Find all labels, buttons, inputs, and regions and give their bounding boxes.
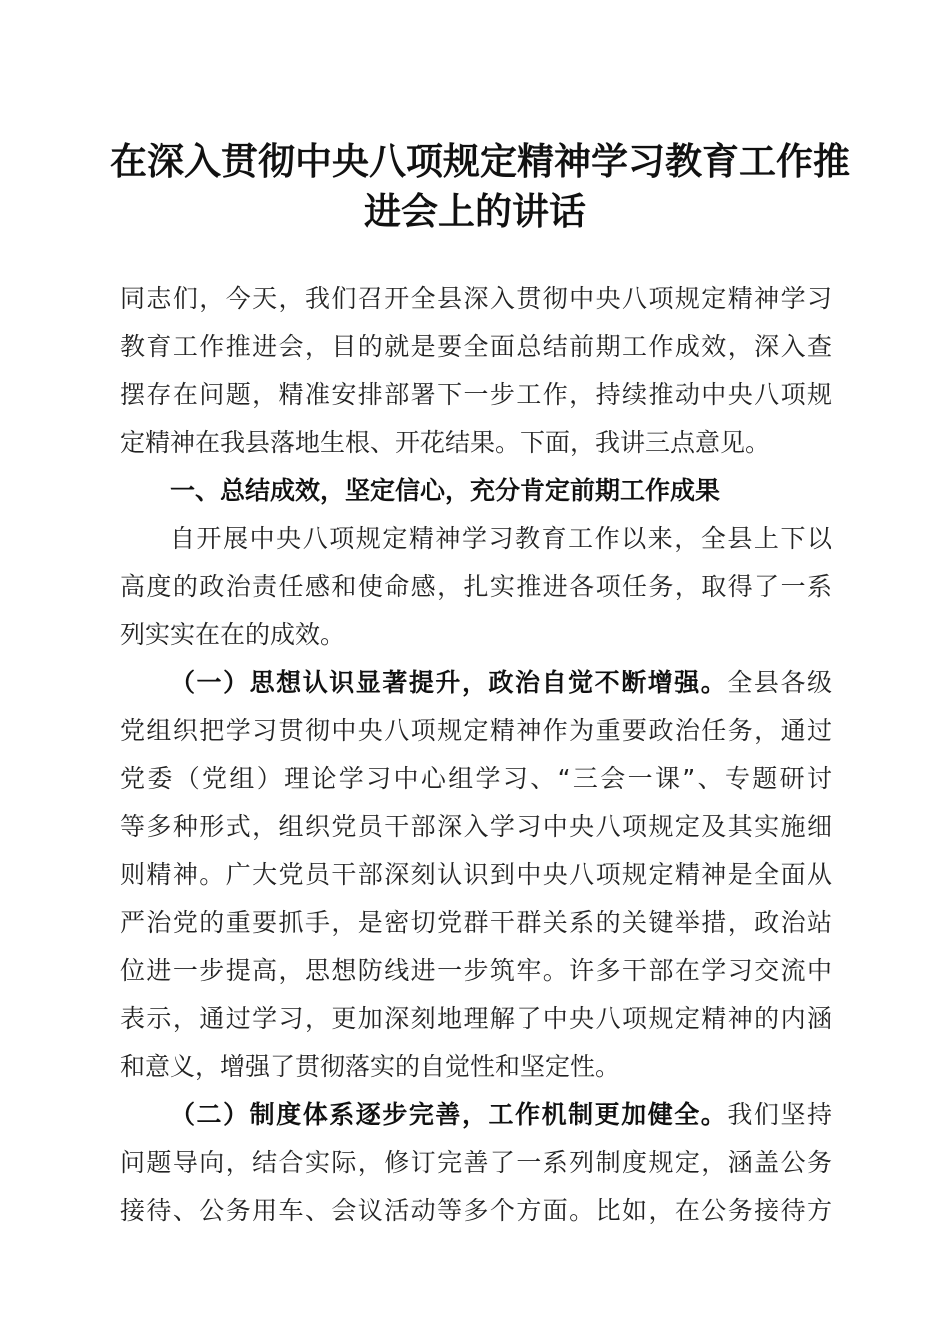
paragraph-line: 和意义，增强了贯彻落实的自觉性和坚定性。 xyxy=(120,1052,621,1081)
title-line: 进会上的讲话 xyxy=(364,189,586,233)
paragraph-text: 全县各级 xyxy=(727,668,832,697)
paragraph-line: 党组织把学习贯彻中央八项规定精神作为重要政治任务，通过 xyxy=(120,716,832,745)
title-line: 在深入贯彻中央八项规定精神学习教育工作推 xyxy=(110,139,850,183)
point-heading: （二）制度体系逐步完善，工作机制更加健全。 xyxy=(170,1100,728,1129)
point2-paragraph xyxy=(120,1091,832,1235)
section1-intro-paragraph xyxy=(120,515,832,659)
paragraph-line: 位进一步提高，思想防线进一步筑牢。许多干部在学习交流中 xyxy=(120,956,832,985)
paragraph-line: 自开展中央八项规定精神学习教育工作以来，全县上下以 xyxy=(170,524,832,553)
paragraph-line: 摆存在问题，精准安排部署下一步工作，持续推动中央八项规 xyxy=(120,380,832,409)
paragraph-line: 高度的政治责任感和使命感，扎实推进各项任务，取得了一系 xyxy=(120,572,832,601)
paragraph-line: 定精神在我县落地生根、开花结果。下面，我讲三点意见。 xyxy=(120,428,771,457)
paragraph-line: 严治党的重要抓手，是密切党群干群关系的关键举措，政治站 xyxy=(120,908,832,937)
paragraph-text: 我们坚持 xyxy=(727,1100,832,1129)
paragraph-line: 教育工作推进会，目的就是要全面总结前期工作成效，深入查 xyxy=(120,332,832,361)
point1-paragraph xyxy=(120,659,832,1091)
paragraph-line: 问题导向，结合实际，修订完善了一系列制度规定，涵盖公务 xyxy=(120,1148,832,1177)
paragraph-line: 等多种形式，组织党员干部深入学习中央八项规定及其实施细 xyxy=(120,812,832,841)
paragraph-line: 同志们，今天，我们召开全县深入贯彻中央八项规定精神学习 xyxy=(120,284,832,313)
point-heading: （一）思想认识显著提升，政治自觉不断增强。 xyxy=(170,668,728,697)
paragraph-line: 接待、公务用车、会议活动等多个方面。比如，在公务接待方 xyxy=(120,1196,832,1225)
document-body xyxy=(120,275,832,1235)
section-heading: 一、总结成效，坚定信心，充分肯定前期工作成果 xyxy=(170,476,721,505)
intro-paragraph xyxy=(120,275,832,467)
paragraph-first-line xyxy=(120,1091,832,1139)
paragraph-line: 则精神。广大党员干部深刻认识到中央八项规定精神是全面从 xyxy=(120,860,832,889)
paragraph-line: 列实实在在的成效。 xyxy=(120,620,346,649)
paragraph-first-line xyxy=(120,659,832,707)
paragraph-line: 党委（党组）理论学习中心组学习、“三会一课”、专题研讨 xyxy=(120,764,832,793)
document-title xyxy=(110,136,850,236)
paragraph-line: 表示，通过学习，更加深刻地理解了中央八项规定精神的内涵 xyxy=(120,1004,832,1033)
